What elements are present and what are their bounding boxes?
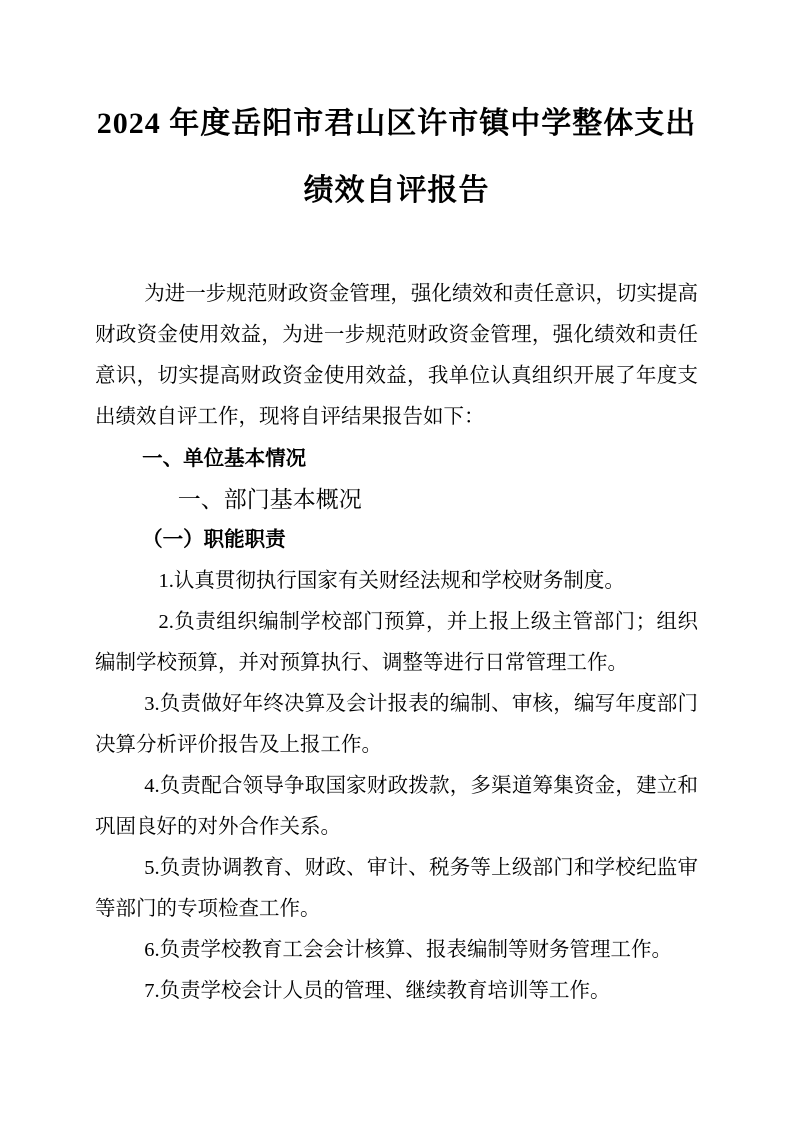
title-line-1: 2024 年度岳阳市君山区许市镇中学整体支出 — [96, 107, 697, 140]
title-line-2: 绩效自评报告 — [303, 174, 490, 207]
document-body — [95, 274, 698, 1012]
duty-item-3: 3.负责做好年终决算及会计报表的编制、审核，编写年度部门决算分析评价报告及上报工作。 — [95, 693, 698, 756]
section-heading: 一、单位基本情况 — [142, 447, 307, 470]
duty-item-2: 2.负责组织编制学校部门预算，并上报上级主管部门；组织编制学校预算，并对预算执行、调整等进行日常管理工作。 — [95, 611, 698, 674]
duty-item-6: 6.负责学校教育工会会计核算、报表编制等财务管理工作。 — [144, 939, 673, 961]
duty-item-7: 7.负责学校会计人员的管理、继续教育培训等工作。 — [144, 980, 611, 1002]
clause-heading: （一）职能职责 — [142, 529, 286, 551]
duty-item-5: 5.负责协调教育、财政、审计、税务等上级部门和学校纪监审等部门的专项检查工作。 — [95, 857, 698, 920]
duty-item-1: 1.认真贯彻执行国家有关财经法规和学校财务制度。 — [158, 570, 625, 592]
duty-item-4: 4.负责配合领导争取国家财政拨款，多渠道筹集资金，建立和巩固良好的对外合作关系。 — [95, 775, 698, 838]
intro-paragraph: 为进一步规范财政资金管理，强化绩效和责任意识，切实提高财政资金使用效益，为进一步规范财政资金管理，强化绩效和责任意识，切实提高财政资金使用效益，我单位认真组织开展了年度支出绩效自评工作，现将自评结果报告如下： — [95, 283, 698, 428]
document-title — [56, 90, 737, 224]
subsection-heading: 一、部门基本概况 — [177, 486, 362, 512]
